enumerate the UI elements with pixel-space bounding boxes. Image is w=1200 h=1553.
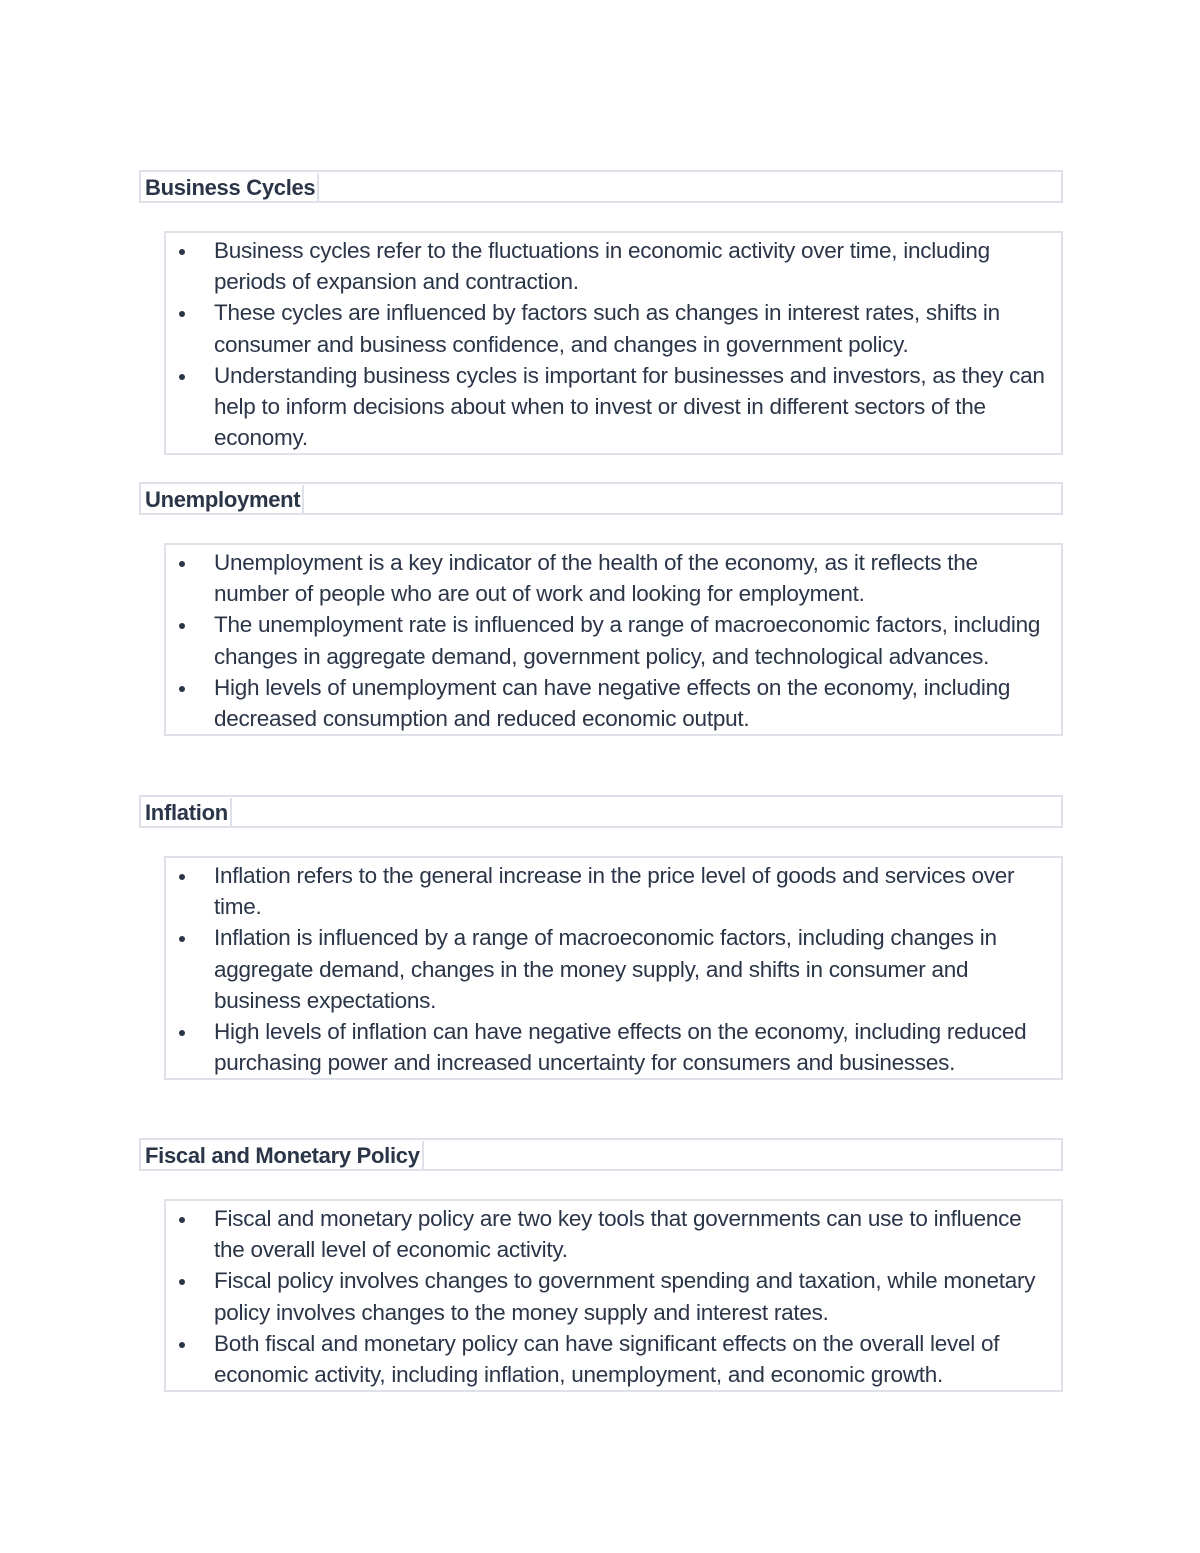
section-business-cycles: [139, 170, 1063, 455]
bullet-list: [166, 860, 1057, 1078]
bullet-icon: [179, 1217, 185, 1223]
list-item-text: The unemployment rate is influenced by a range of macroeconomic factors, including changes in aggregate demand, government policy, and technological advances.: [214, 612, 1041, 669]
list-item-text: Unemployment is a key indicator of the health of the economy, as it reflects the number of people who are out of work and looking for employment.: [214, 550, 978, 607]
bullet-icon: [179, 1279, 185, 1285]
bullet-icon: [179, 561, 185, 567]
bullet-icon: [179, 311, 185, 317]
section-heading: Fiscal and Monetary Policy: [143, 1141, 424, 1170]
bullet-icon: [179, 374, 185, 380]
list-item-text: Understanding business cycles is important for businesses and investors, as they can help to inform decisions about when to invest or divest in different sectors of the economy.: [214, 362, 1045, 451]
list-item: [166, 860, 1057, 922]
list-item-text: Fiscal policy involves changes to government spending and taxation, while monetary policy involves changes to the money supply and interest rates.: [214, 1268, 1036, 1325]
bullet-icon: [179, 1030, 185, 1036]
section-heading: Unemployment: [143, 485, 304, 514]
list-item: [166, 922, 1057, 1016]
list-item: [166, 297, 1057, 359]
bullet-icon: [179, 1342, 185, 1348]
list-item: [166, 1016, 1057, 1078]
list-item: [166, 1328, 1057, 1390]
bullet-list: [166, 1203, 1057, 1390]
list-item: [166, 609, 1057, 671]
list-item-text: Business cycles refer to the fluctuations in economic activity over time, including periods of expansion and contraction.: [214, 238, 990, 295]
list-item: [166, 672, 1057, 734]
bullet-icon: [179, 936, 185, 942]
section-heading-box: [139, 795, 1063, 828]
section-heading-box: [139, 1138, 1063, 1171]
list-item-text: Both fiscal and monetary policy can have significant effects on the overall level of economic activity, including inflation, unemployment, and economic growth.: [214, 1330, 1000, 1388]
section-heading: Business Cycles: [143, 173, 319, 202]
bullet-list-box: [164, 856, 1063, 1080]
bullet-icon: [179, 686, 185, 692]
list-item-text: High levels of unemployment can have negative effects on the economy, including decreased consumption and reduced economic output.: [214, 674, 1011, 732]
section-inflation: [139, 795, 1063, 1080]
section-heading-box: [139, 482, 1063, 515]
section-heading-box: [139, 170, 1063, 203]
list-item: [166, 1203, 1057, 1265]
section-unemployment: [139, 482, 1063, 736]
list-item: [166, 547, 1057, 609]
bullet-list: [166, 547, 1057, 734]
bullet-icon: [179, 623, 185, 629]
bullet-icon: [179, 249, 185, 255]
bullet-list: [166, 235, 1057, 453]
list-item-text: Inflation is influenced by a range of macroeconomic factors, including changes in aggregate demand, changes in the money supply, and shifts in consumer and business expectations.: [214, 925, 997, 1013]
section-fiscal-monetary-policy: [139, 1138, 1063, 1392]
list-item-text: Fiscal and monetary policy are two key tools that governments can use to influence the overall level of economic activity.: [214, 1206, 1022, 1263]
list-item: [166, 360, 1057, 454]
list-item-text: Inflation refers to the general increase in the price level of goods and services over time.: [214, 863, 1015, 920]
list-item-text: High levels of inflation can have negative effects on the economy, including reduced purchasing power and increased uncertainty for consumers and businesses.: [214, 1019, 1027, 1076]
list-item: [166, 1265, 1057, 1327]
bullet-list-box: [164, 543, 1063, 736]
section-heading: Inflation: [143, 798, 232, 827]
bullet-list-box: [164, 1199, 1063, 1392]
bullet-icon: [179, 874, 185, 880]
list-item: [166, 235, 1057, 297]
list-item-text: These cycles are influenced by factors such as changes in interest rates, shifts in consumer and business confidence, and changes in government policy.: [214, 300, 1000, 357]
bullet-list-box: [164, 231, 1063, 455]
